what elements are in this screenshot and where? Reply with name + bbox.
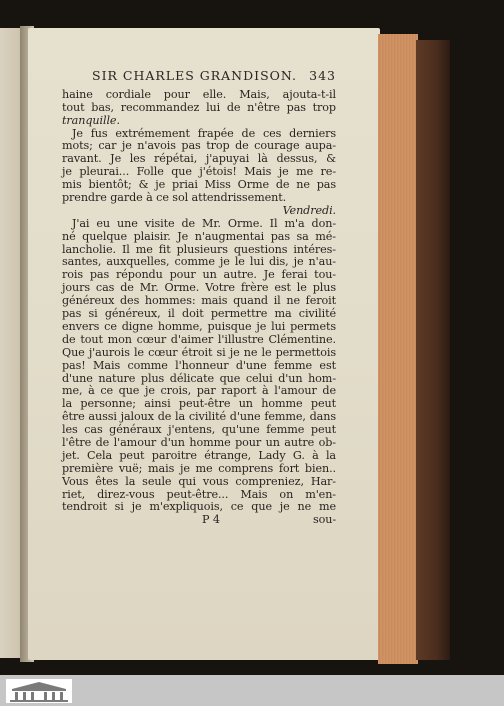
- text-line: ravant. Je les répétai, j'apuyai là dessus, &: [62, 152, 336, 166]
- text-line: haine cordiale pour elle. Mais, ajouta-t-il: [62, 87, 336, 101]
- text-line: envers ce digne homme, puisque je lui permets: [62, 319, 336, 333]
- text-line: né quelque plaisir. Je n'augmentai pas sa mé-: [62, 229, 336, 243]
- library-building-logo-icon: [6, 679, 72, 703]
- text-line: de tout mon cœur d'aimer l'illustre Clémentine.: [62, 332, 336, 346]
- page-text: [62, 70, 336, 527]
- text-line: Vous êtes la seule qui vous compreniez, Har-: [62, 474, 336, 488]
- text-line: tout bas, recommandez lui de n'être pas trop: [62, 100, 336, 114]
- catchword: sou-: [312, 513, 336, 527]
- text-line: être aussi jaloux de la civilité d'une femme, dans: [62, 410, 336, 424]
- text-line: Que j'aurois le cœur étroit si je ne le permettois: [62, 345, 336, 359]
- text-line: jet. Cela peut paroitre étrange, Lady G. à la: [62, 448, 336, 462]
- text-line: rois pas répondu pour un autre. Je ferai tou-: [62, 268, 336, 282]
- text-line: généreux des hommes: mais quand il ne feroit: [62, 294, 336, 308]
- text-line: je pleurai... Folle que j'étois! Mais je me re-: [62, 165, 336, 179]
- text-line: mis bientôt; & je priai Miss Orme de ne pas: [62, 178, 336, 192]
- text-line: prendre garde à ce sol attendrissement.: [62, 191, 287, 205]
- text-line: pas si généreux, il doit permettre ma civilité: [62, 307, 336, 321]
- page-number: 343: [309, 68, 336, 83]
- body-text: [62, 89, 336, 514]
- text-line: pas! Mais comme l'honneur d'une femme est: [62, 358, 336, 372]
- page-edges: [378, 34, 418, 664]
- viewer-bottom-bar: [0, 675, 504, 706]
- text-line: riet, direz-vous peut-être... Mais on m'en-: [62, 487, 336, 501]
- text-line: tranquille.: [62, 113, 120, 127]
- text-line: l'être de l'amour d'un homme pour un autre ob-: [62, 435, 336, 449]
- text-line: lancholie. Il me fit plusieurs questions intéres-: [62, 242, 336, 256]
- text-line: jours cas de Mr. Orme. Votre frère est le plus: [62, 281, 336, 295]
- text-line: santes, auxquelles, comme je le lui dis, je n'au-: [62, 255, 336, 269]
- running-title: SIR CHARLES GRANDISON.: [92, 68, 297, 83]
- text-line: J'ai eu une visite de Mr. Orme. Il m'a don-: [72, 216, 336, 230]
- running-header: [62, 70, 336, 83]
- text-line: mots; car je n'avois pas trop de courage aupa-: [62, 139, 336, 153]
- text-line: tendroit si je m'expliquois, ce que je ne me: [62, 500, 336, 514]
- text-line: d'une nature plus délicate que celui d'un hom-: [62, 371, 336, 385]
- text-line: Vendredi.: [282, 203, 336, 217]
- text-line: Je fus extrémement frapée de ces derniers: [72, 126, 336, 140]
- page-footer: [62, 514, 336, 527]
- text-line: me, à ce que je crois, par raport à l'amour de: [62, 384, 336, 398]
- text-line: première vuë; mais je me comprens fort bien..: [62, 461, 336, 475]
- book-cover-edge: [416, 40, 450, 660]
- text-line: la personne; ainsi peut-être un homme peut: [62, 397, 336, 411]
- text-line: les cas généraux j'entens, qu'une femme peut: [62, 423, 336, 437]
- signature-mark: P 4: [202, 513, 220, 527]
